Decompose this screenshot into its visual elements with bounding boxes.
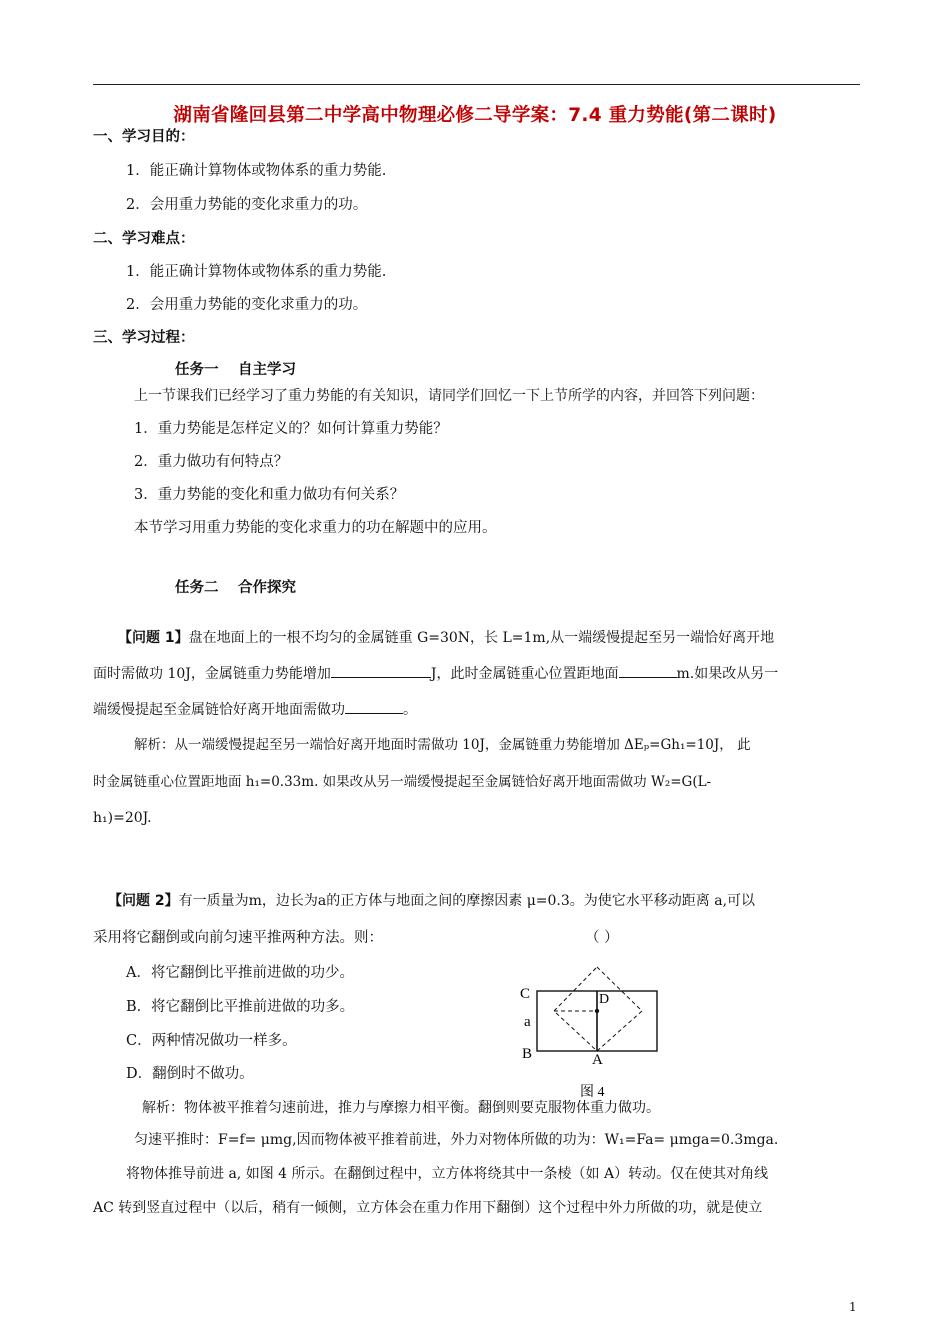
figure-caption: 图 4 xyxy=(580,1085,605,1100)
page-title: 湖南省隆回县第二中学高中物理必修二导学案：7.4 重力势能(第二课时) xyxy=(173,105,777,126)
tilted-square xyxy=(554,967,642,1051)
problem2-analysis-3: 将物体推导前进 a, 如图 4 所示。在翻倒过程中，立方体将绕其中一条棱（如 A）转动。仅在使其对角线 xyxy=(126,1166,769,1182)
problem1-label: 【问题 1】 xyxy=(118,630,189,646)
center-point xyxy=(595,1009,599,1013)
task1-question-1: 1．重力势能是怎样定义的？如何计算重力势能？ xyxy=(134,421,448,437)
section1-item-2: 2．会用重力势能的变化求重力的功。 xyxy=(126,197,368,213)
problem1-analysis-3: h₁)=20J. xyxy=(93,810,152,826)
answer-paren[interactable]: （ ） xyxy=(585,930,619,946)
problem2-analysis-1: 解析：物体被平推着匀速前进，推力与摩擦力相平衡。翻倒则要克服物体重力做功。 xyxy=(142,1100,660,1116)
task1-heading: 任务一 自主学习 xyxy=(175,362,297,378)
option-c: C．两种情况做功一样多。 xyxy=(126,1033,297,1049)
problem1-line3 xyxy=(93,699,417,720)
label-b: B xyxy=(522,1046,533,1062)
section2-heading: 二、学习难点： xyxy=(93,231,195,247)
header-rule xyxy=(93,84,860,85)
task2-heading: 任务二 合作探究 xyxy=(175,580,297,596)
problem1-text-3a: 端缓慢提起至金属链恰好离开地面需做功 xyxy=(93,702,345,718)
label-a-vertex: A xyxy=(592,1052,603,1068)
problem1-analysis-1: 解析：从一端缓慢提起至另一端恰好离开地面时需做功 10J，金属链重力势能增加 ΔEₚ=Gh₁=10J， 此 xyxy=(134,737,751,753)
label-c: C xyxy=(520,986,531,1002)
answer-blank-1[interactable] xyxy=(331,663,431,678)
task1-summary: 本节学习用重力势能的变化求重力的功在解题中的应用。 xyxy=(134,520,497,536)
problem2-label: 【问题 2】 xyxy=(108,893,179,909)
task1-intro: 上一节课我们已经学习了重力势能的有关知识，请同学们回忆一下上节所学的内容，并回答下列问题： xyxy=(134,388,764,404)
label-d: D xyxy=(599,992,610,1007)
answer-blank-3[interactable] xyxy=(345,699,403,714)
section2-item-1: 1．能正确计算物体或物体系的重力势能. xyxy=(126,264,387,280)
problem2-text: 有一质量为m，边长为a的正方体与地面之间的摩擦因素 μ=0.3。为使它水平移动距离 a,可以 xyxy=(178,893,756,909)
option-a: A．将它翻倒比平推前进做的功少。 xyxy=(126,965,354,981)
problem1-text-2a: 面时需做功 10J，金属链重力势能增加 xyxy=(93,666,331,682)
section2-item-2: 2．会用重力势能的变化求重力的功。 xyxy=(126,297,368,313)
problem1-text: 盘在地面上的一根不均匀的金属链重 G=30N，长 L=1m,从一端缓慢提起至另一端恰好离开地 xyxy=(188,630,775,646)
problem2-line2: 采用将它翻倒或向前匀速平推两种方法。则： xyxy=(93,930,383,946)
option-d: D．翻倒时不做功。 xyxy=(126,1066,254,1082)
problem1-text-3b: 。 xyxy=(403,702,417,718)
problem2-analysis-4: AC 转到竖直过程中（以后，稍有一倾侧，立方体会在重力作用下翻倒）这个过程中外力所做的功，就是使立 xyxy=(93,1200,763,1216)
label-a-side: a xyxy=(524,1014,531,1030)
section3-heading: 三、学习过程： xyxy=(93,330,195,346)
figure-4-cube-diagram xyxy=(516,960,666,1100)
problem1-line2 xyxy=(93,663,778,684)
problem1-analysis-2: 时金属链重心位置距地面 h₁=0.33m. 如果改从另一端缓慢提起至金属链恰好离开地面需做功 W₂=G(L- xyxy=(93,774,712,790)
problem2-line1 xyxy=(108,891,755,911)
page-number: 1 xyxy=(849,1300,857,1314)
problem1-line1 xyxy=(118,628,774,648)
problem1-text-2c: m.如果改从另一 xyxy=(676,666,779,682)
task1-question-3: 3．重力势能的变化和重力做功有何关系？ xyxy=(134,487,405,503)
section1-item-1: 1．能正确计算物体或物体系的重力势能. xyxy=(126,163,387,179)
problem2-analysis-2: 匀速平推时：F=f= μmg,因而物体被平推着前进，外力对物体所做的功为：W₁=Fa= μmga=0.3mga. xyxy=(134,1132,779,1148)
answer-blank-2[interactable] xyxy=(619,663,677,678)
task1-question-2: 2．重力做功有何特点？ xyxy=(134,454,289,470)
section1-heading: 一、学习目的： xyxy=(93,129,195,145)
option-b: B．将它翻倒比平推前进做的功多。 xyxy=(126,999,355,1015)
problem1-text-2b: J，此时金属链重心位置距地面 xyxy=(430,666,619,682)
